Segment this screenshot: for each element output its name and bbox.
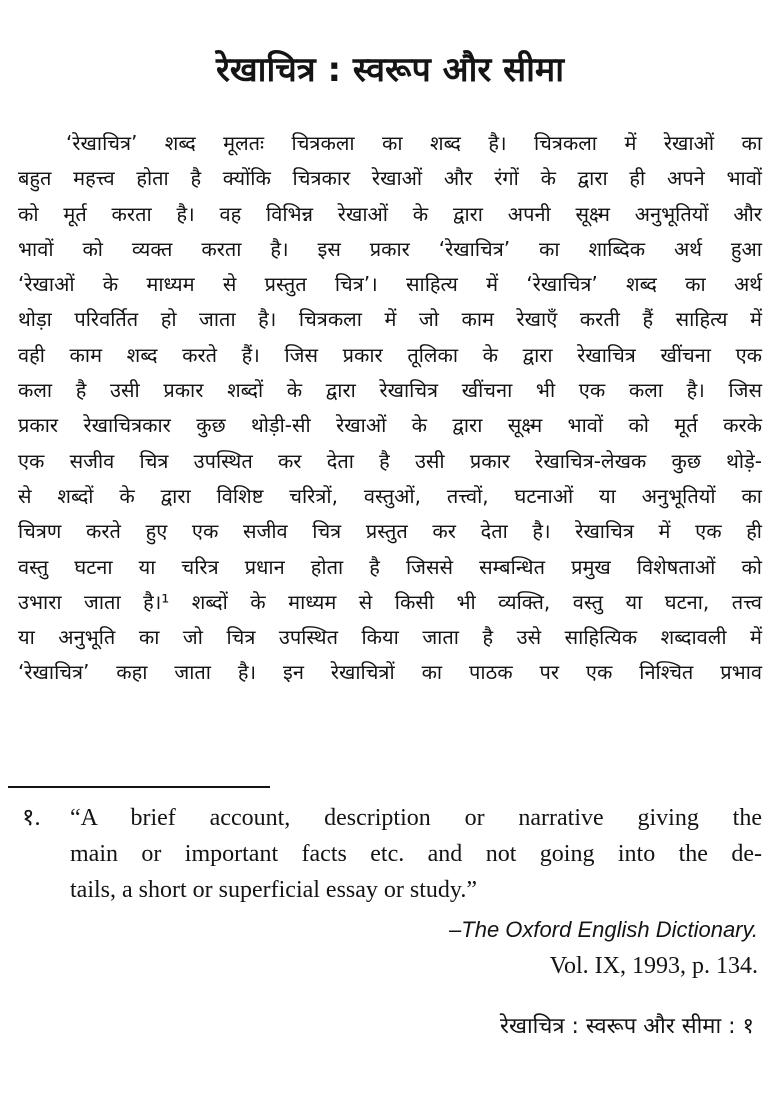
body-paragraph [18,126,762,691]
paragraph-line: या अनुभूति का जो चित्र उपस्थित किया जाता है उसे साहित्यिक शब्दावली में [18,625,762,650]
paragraph-line: बहुत महत्त्व होता है क्योंकि चित्रकार रेखाओं और रंगों के द्वारा ही अपने भावों [18,166,762,191]
paragraph-line: प्रकार रेखाचित्रकार कुछ थोड़ी-सी रेखाओं के द्वारा सूक्ष्म भावों को मूर्त करके [18,413,762,438]
paragraph-line: कला है उसी प्रकार शब्दों के द्वारा रेखाचित्र खींचना भी एक कला है। जिस [18,378,762,403]
paragraph-line: उभारा जाता है।¹ शब्दों के माध्यम से किसी भी व्यक्ति, वस्तु या घटना, तत्त्व [18,589,762,614]
paragraph-line: ‘रेखाचित्र’ शब्द मूलतः चित्रकला का शब्द है। चित्रकला में रेखाओं का [66,131,762,155]
citation-source: –The Oxford English Dictionary. [449,917,758,942]
footnote [22,800,762,908]
footnote-line: tails, a short or superficial essay or study.” [70,877,478,903]
paragraph-line: एक सजीव चित्र उपस्थित कर देता है उसी प्रकार रेखाचित्र-लेखक कुछ थोड़े- [18,448,762,473]
paragraph-line: ‘रेखाचित्र’ कहा जाता है। इन रेखाचित्रों का पाठक पर एक निश्चित प्रभाव [18,660,762,685]
chapter-title: रेखाचित्र : स्वरूप और सीमा [215,50,565,90]
footnote-line: main or important facts etc. and not going into the de- [70,841,762,867]
paragraph-line: भावों को व्यक्त करता है। इस प्रकार ‘रेखाचित्र’ का शाब्दिक अर्थ हुआ [18,236,762,261]
footnote-number: १. [22,805,41,831]
paragraph-line: ‘रेखाओं के माध्यम से प्रस्तुत चित्र’। साहित्य में ‘रेखाचित्र’ शब्द का अर्थ [18,272,762,297]
paragraph-line: वही काम शब्द करते हैं। जिस प्रकार तूलिका के द्वारा रेखाचित्र खींचना एक [18,342,762,367]
running-footer: रेखाचित्र : स्वरूप और सीमा : १ [499,1014,754,1039]
paragraph-line: थोड़ा परिवर्तित हो जाता है। चित्रकला में जो काम रेखाएँ करती हैं साहित्य में [18,307,762,332]
footnote-divider [8,786,270,788]
paragraph-line: को मूर्त करता है। वह विभिन्न रेखाओं के द्वारा अपनी सूक्ष्म अनुभूतियों और [18,201,762,226]
footnote-citation [449,912,758,984]
paragraph-line: से शब्दों के द्वारा विशिष्ट चरित्रों, वस्तुओं, तत्त्वों, घटनाओं या अनुभूतियों का [18,483,762,508]
paragraph-line: वस्तु घटना या चरित्र प्रधान होता है जिससे सम्बन्धित प्रमुख विशेषताओं को [18,554,762,579]
paragraph-line: चित्रण करते हुए एक सजीव चित्र प्रस्तुत कर देता है। रेखाचित्र में एक ही [18,519,762,544]
footnote-quote [70,800,762,908]
footnote-line: “A brief account, description or narrative giving the [70,805,762,831]
citation-volume: Vol. IX, 1993, p. 134. [549,953,758,979]
